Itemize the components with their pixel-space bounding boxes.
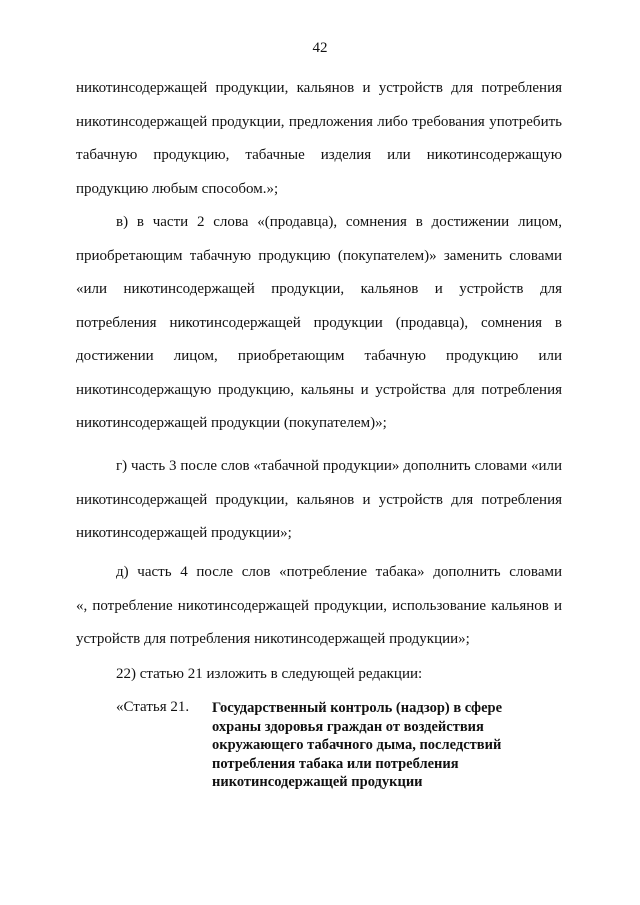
text-line: никотинсодержащей продукции, предложения либо требования употребить: [76, 113, 562, 130]
article-label: «Статья 21.: [116, 699, 190, 715]
text-line: приобретающим табачную продукцию (покупателем)» заменить словами: [76, 247, 562, 264]
paragraph-continuation: [76, 72, 562, 206]
text-line: никотинсодержащей продукции, кальянов и устройств для потребления: [76, 80, 562, 96]
text-line: никотинсодержащей продукции (покупателем)»;: [76, 415, 387, 431]
text-line: д) часть 4 после слов «потребление табака» дополнить словами: [116, 564, 562, 580]
text-line: никотинсодержащей продукции»;: [76, 525, 292, 541]
article-title-line: окружающего табачного дыма, последствий: [212, 737, 502, 753]
text-line: устройств для потребления никотинсодержащей продукции»;: [76, 631, 470, 647]
text-line: потребления никотинсодержащей продукции (продавца), сомнения в: [76, 314, 562, 331]
paragraph-item-g: [76, 450, 562, 551]
text-line: никотинсодержащей продукции, кальянов и устройств для потребления: [76, 491, 562, 508]
text-line: продукцию любым способом.»;: [76, 180, 279, 197]
text-line: достижении лицом, приобретающим табачную продукцию или: [76, 348, 562, 364]
text-line: г) часть 3 после слов «табачной продукции» дополнить словами «или: [116, 458, 562, 474]
paragraph-item-d: [76, 556, 562, 657]
article-title-line: потребления табака или потребления: [212, 755, 459, 772]
paragraph-item-v: [76, 206, 562, 441]
text-line: в) в части 2 слова «(продавца), сомнения в достижении лицом,: [116, 214, 562, 230]
text-line: никотинсодержащую продукцию, кальяны и устройства для потребления: [76, 381, 562, 398]
paragraph-item-22: [76, 658, 562, 692]
text-line: «, потребление никотинсодержащей продукции, использование кальянов и: [76, 597, 562, 614]
article-title-line: никотинсодержащей продукции: [212, 774, 423, 790]
article-title-line: Государственный контроль (надзор) в сфере: [212, 700, 503, 716]
text-line: табачную продукцию, табачные изделия или никотинсодержащую: [76, 147, 562, 163]
page-number: 42: [312, 40, 328, 56]
text-line: «или никотинсодержащей продукции, кальянов и устройств для: [76, 281, 562, 297]
text-line: 22) статью 21 изложить в следующей редакции:: [116, 666, 423, 682]
article-title: [212, 699, 542, 792]
article-title-line: охраны здоровья граждан от воздействия: [212, 718, 484, 735]
